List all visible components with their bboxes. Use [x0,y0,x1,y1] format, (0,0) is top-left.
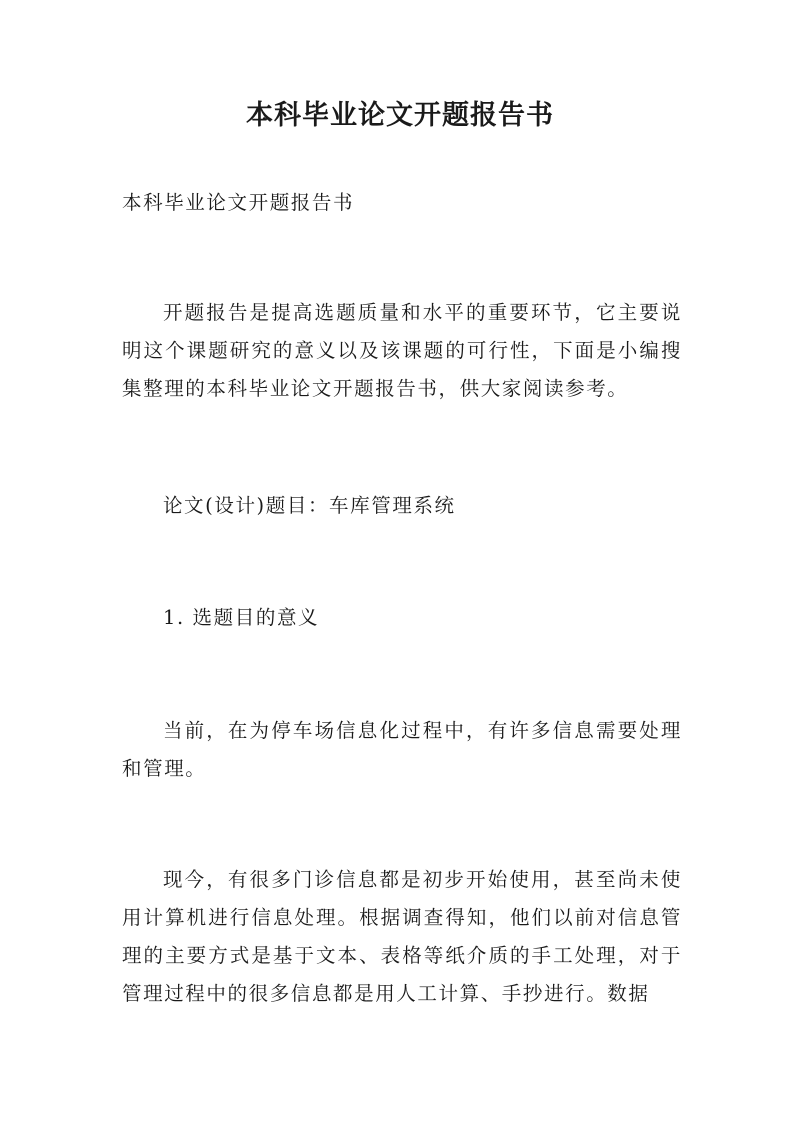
today-paragraph: 现今，有很多门诊信息都是初步开始使用，甚至尚未使用计算机进行信息处理。根据调查得知，他们以前对信息管理的主要方式是基于文本、表格等纸介质的手工处理，对于管理过程中的很多信息都是用人工计算、手抄进行。数据 [122,868,682,1005]
intro-paragraph: 开题报告是提高选题质量和水平的重要环节，它主要说明这个课题研究的意义以及该课题的可行性，下面是小编搜集整理的本科毕业论文开题报告书，供大家阅读参考。 [122,301,682,400]
document-subtitle: 本科毕业论文开题报告书 [122,191,355,214]
topic-line: 论文(设计)题目：车库管理系统 [162,494,456,517]
document-title: 本科毕业论文开题报告书 [246,100,554,131]
section-heading-1: 1. 选题目的意义 [162,606,320,629]
current-paragraph: 当前，在为停车场信息化过程中，有许多信息需要处理和管理。 [122,719,682,780]
